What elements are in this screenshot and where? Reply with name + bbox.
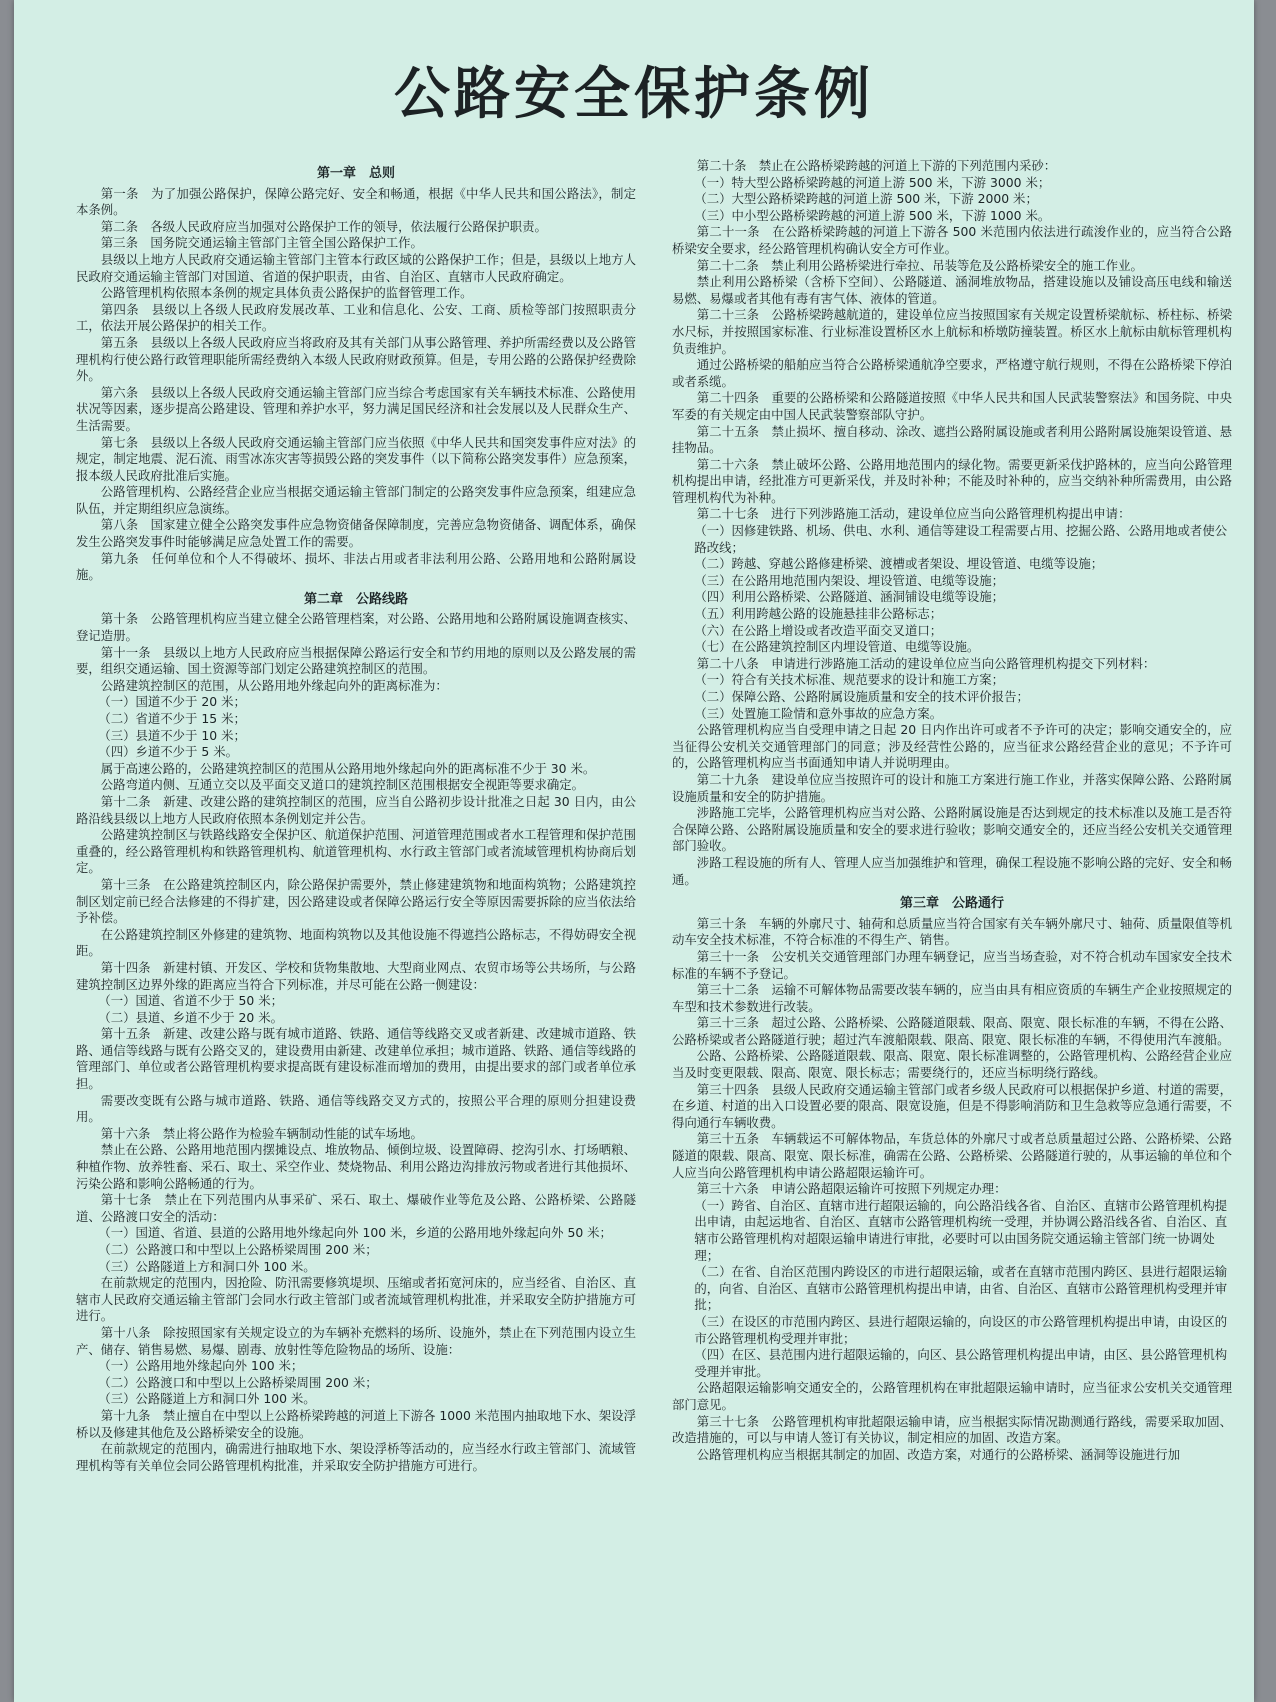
article-paragraph: 第十六条 禁止将公路作为检验车辆制动性能的试车场地。 (100, 1125, 423, 1141)
article-paragraph: 公路超限运输影响交通安全的，公路管理机构在审批超限运输申请时，应当征求公安机关交通管理部门意见。 (672, 1380, 1232, 1412)
document-title: 公路安全保护条例 (394, 61, 874, 127)
article-paragraph: 需要改变既有公路与城市道路、铁路、通信等线路交叉方式的，按照公平合理的原则分担建设费用。 (76, 1092, 636, 1125)
article-paragraph: 第三十二条 运输不可解体物品需要改装车辆的，应当由具有相应资质的车辆生产企业按照规定的车型和技术参数进行改装。 (672, 982, 1232, 1014)
right-text-column (672, 158, 1232, 1688)
article-paragraph: 第十一条 县级以上地方人民政府应当根据保障公路运行安全和节约用地的原则以及公路发展的需要，组织交通运输、国土资源等部门划定公路建筑控制区的范围。 (76, 644, 636, 677)
article-paragraph: 公路管理机构应当根据其制定的加固、改造方案，对通行的公路桥梁、涵洞等设施进行加 (696, 1446, 1181, 1462)
article-paragraph: 第二十一条 在公路桥梁跨越的河道上下游各 500 米范围内依法进行疏浚作业的，应当符合公路桥梁安全要求，经公路管理机构确认安全方可作业。 (672, 224, 1232, 256)
article-paragraph: 第二十五条 禁止损坏、擅自移动、涂改、遮挡公路附属设施或者利用公路附属设施架设管道、悬挂物品。 (672, 423, 1232, 456)
article-paragraph: 第二十三条 公路桥梁跨越航道的，建设单位应当按照国家有关规定设置桥梁航标、桥柱标、桥梁水尺标，并按照国家标准、行业标准设置桥区水上航标和桥墩防撞装置。桥区水上航标由航标管理机构负责维护。 (672, 307, 1232, 356)
article-paragraph: 第十三条 在公路建筑控制区内，除公路保护需要外，禁止修建建筑物和地面构筑物；公路建筑控制区划定前已经合法修建的不得扩建，因公路建设或者保障公路运行安全等原因需要拆除的应当依法给予补偿。 (76, 876, 636, 926)
list-item: （一）特大型公路桥梁跨越的河道上游 500 米，下游 3000 米； (694, 174, 1051, 190)
list-item: （一）因修建铁路、机场、供电、水利、通信等建设工程需要占用、挖掘公路、公路用地或者使公路改线； (694, 523, 1228, 555)
list-item: （二）大型公路桥梁跨越的河道上游 500 米，下游 2000 米； (694, 191, 1038, 207)
article-paragraph: 第二条 各级人民政府应当加强对公路保护工作的领导，依法履行公路保护职责。 (100, 218, 547, 234)
chapter-heading: 第一章 总则 (316, 166, 395, 181)
article-paragraph: 禁止利用公路桥梁（含桥下空间）、公路隧道、涵洞堆放物品，搭建设施以及铺设高压电线和输送易燃、易爆或者其他有毒有害气体、液体的管道。 (672, 274, 1232, 306)
article-paragraph: 公路管理机构、公路经营企业应当根据交通运输主管部门制定的公路突发事件应急预案，组建应急队伍，并定期组织应急演练。 (76, 484, 636, 516)
article-paragraph: 第二十四条 重要的公路桥梁和公路隧道按照《中华人民共和国人民武装警察法》和国务院、中央军委的有关规定由中国人民武装警察部队守护。 (672, 390, 1232, 422)
article-paragraph: 公路弯道内侧、互通立交以及平面交叉道口的建筑控制区范围根据安全视距等要求确定。 (100, 777, 585, 793)
chapter-heading: 第二章 公路线路 (303, 591, 408, 607)
list-item: （三）县道不少于 10 米； (98, 727, 246, 743)
article-paragraph: 通过公路桥梁的船舶应当符合公路桥梁通航净空要求，严格遵守航行规则，不得在公路桥梁下停泊或者系缆。 (672, 357, 1232, 389)
article-paragraph: 第三条 国务院交通运输主管部门主管全国公路保护工作。 (100, 235, 423, 251)
list-item: （二）跨越、穿越公路修建桥梁、渡槽或者架设、埋设管道、电缆等设施； (694, 556, 1104, 572)
list-item: （三）中小型公路桥梁跨越的河道上游 500 米，下游 1000 米。 (694, 207, 1051, 223)
article-paragraph: 在前款规定的范围内，确需进行抽取地下水、架设浮桥等活动的，应当经水行政主管部门、流域管理机构等有关单位会同公路管理机构批准，并采取安全防护措施方可进行。 (76, 1441, 636, 1473)
list-item: （一）符合有关技术标准、规范要求的设计和施工方案； (694, 672, 1005, 688)
article-paragraph: 第六条 县级以上各级人民政府交通运输主管部门应当综合考虑国家有关车辆技术标准、公路使用状况等因素，逐步提高公路建设、管理和养护水平，努力满足国民经济和社会发展以及人民群众生产、生活需要。 (76, 384, 636, 433)
article-paragraph: 第七条 县级以上各级人民政府交通运输主管部门应当依照《中华人民共和国突发事件应对法》的规定，制定地震、泥石流、雨雪冰冻灾害等损毁公路的突发事件（以下简称公路突发事件）应急预案，报本级人民政府批准后实施。 (76, 434, 636, 483)
article-paragraph: 县级以上地方人民政府交通运输主管部门主管本行政区域的公路保护工作；但是，县级以上地方人民政府交通运输主管部门对国道、省道的保护职责，由省、自治区、直辖市人民政府确定。 (76, 251, 636, 284)
article-paragraph: 第十条 公路管理机构应当建立健全公路管理档案，对公路、公路用地和公路附属设施调查核实、登记造册。 (76, 611, 636, 644)
list-item: （三）处置施工险情和意外事故的应急方案。 (694, 705, 943, 721)
article-paragraph: 禁止在公路、公路用地范围内摆摊设点、堆放物品、倾倒垃圾、设置障碍、挖沟引水、打场晒粮、种植作物、放养牲畜、采石、取土、采空作业、焚烧物品、利用公路边沟排放污物或者进行其他损坏、污染公路和影响公路畅通的行为。 (76, 1142, 636, 1191)
article-paragraph: 第三十五条 车辆载运不可解体物品，车货总体的外廓尺寸或者总质量超过公路、公路桥梁、公路隧道的限载、限高、限宽、限长标准，确需在公路、公路桥梁、公路隧道行驶的，从事运输的单位和个人应当向公路管理机构申请公路超限运输许可。 (672, 1131, 1232, 1180)
article-paragraph: 第十八条 除按照国家有关规定设立的为车辆补充燃料的场所、设施外，禁止在下列范围内设立生产、储存、销售易燃、易爆、剧毒、放射性等危险物品的场所、设施： (76, 1324, 636, 1357)
article-paragraph: 第一条 为了加强公路保护，保障公路完好、安全和畅通，根据《中华人民共和国公路法》，制定本条例。 (76, 185, 636, 218)
article-paragraph: 公路、公路桥梁、公路隧道限载、限高、限宽、限长标准调整的，公路管理机构、公路经营企业应当及时变更限载、限高、限宽、限长标志；需要绕行的，还应当标明绕行路线。 (672, 1048, 1232, 1081)
article-paragraph: 第二十条 禁止在公路桥梁跨越的河道上下游的下列范围内采砂： (696, 158, 1057, 173)
list-item: （四）在区、县范围内进行超限运输的，向区、县公路管理机构提出申请，由区、县公路管理机构受理并审批。 (694, 1347, 1228, 1379)
article-paragraph: 在前款规定的范围内，因抢险、防汛需要修筑堤坝、压缩或者拓宽河床的，应当经省、自治区、直辖市人民政府交通运输主管部门会同水行政主管部门或者流域管理机构批准，并采取安全防护措施方可进行。 (76, 1275, 636, 1324)
article-paragraph: 第十五条 新建、改建公路与既有城市道路、铁路、通信等线路交叉或者新建、改建城市道路、铁路、通信等线路与既有公路交叉的，建设费用由新建、改建单位承担；城市道路、铁路、通信等线路的管理部门、单位或者公路管理机构要求提高既有建设标准而增加的费用，由提出要求的部门或者单位承担。 (76, 1026, 636, 1092)
article-paragraph: 第九条 任何单位和个人不得破坏、损坏、非法占用或者非法利用公路、公路用地和公路附属设施。 (76, 550, 636, 583)
article-paragraph: 第四条 县级以上各级人民政府发展改革、工业和信息化、公安、工商、质检等部门按照职责分工，依法开展公路保护的相关工作。 (76, 301, 636, 334)
article-paragraph: 第三十六条 申请公路超限运输许可按照下列规定办理： (696, 1181, 1007, 1197)
article-paragraph: 第十二条 新建、改建公路的建筑控制区的范围，应当自公路初步设计批准之日起 30 日内，由公路沿线县级以上地方人民政府依照本条例划定并公告。 (76, 793, 636, 826)
list-item: （三）公路隧道上方和洞口外 100 米。 (98, 1391, 316, 1407)
article-paragraph: 公路建筑控制区的范围，从公路用地外缘起向外的距离标准为： (100, 677, 448, 693)
list-item: （二）公路渡口和中型以上公路桥梁周围 200 米； (98, 1374, 378, 1390)
list-item: （六）在公路上增设或者改造平面交叉道口； (694, 622, 943, 638)
list-item: （三）在公路用地范围内架设、埋设管道、电缆等设施； (694, 572, 1005, 588)
list-item: （一）国道不少于 20 米； (98, 694, 246, 710)
list-item: （五）利用跨越公路的设施悬挂非公路标志； (694, 606, 943, 622)
list-item: （二）县道、乡道不少于 20 米。 (98, 1009, 284, 1025)
list-item: （四）乡道不少于 5 米。 (98, 744, 238, 760)
article-paragraph: 公路管理机构依照本条例的规定具体负责公路保护的监督管理工作。 (100, 285, 473, 301)
article-paragraph: 第二十八条 申请进行涉路施工活动的建设单位应当向公路管理机构提交下列材料： (696, 655, 1156, 671)
list-item: （三）公路隧道上方和洞口外 100 米。 (98, 1258, 316, 1274)
article-paragraph: 第三十四条 县级人民政府交通运输主管部门或者乡级人民政府可以根据保护乡道、村道的需要，在乡道、村道的出入口设置必要的限高、限宽设施，但是不得影响消防和卫生急救等应急通行需要，不得向通行车辆收费。 (672, 1081, 1232, 1130)
article-paragraph: 第二十二条 禁止利用公路桥梁进行牵拉、吊装等危及公路桥梁安全的施工作业。 (696, 257, 1143, 273)
article-paragraph: 涉路施工完毕，公路管理机构应当对公路、公路附属设施是否达到规定的技术标准以及施工是否符合保障公路、公路附属设施质量和安全的要求进行验收；影响交通安全的，还应当经公安机关交通管理部门验收。 (672, 805, 1232, 854)
list-item: （三）在设区的市范围内跨区、县进行超限运输的，向设区的市公路管理机构提出申请，由设区的市公路管理机构受理并审批； (694, 1313, 1228, 1346)
list-item: （二）省道不少于 15 米； (98, 711, 246, 726)
article-paragraph: 第十四条 新建村镇、开发区、学校和货物集散地、大型商业网点、农贸市场等公共场所，与公路建筑控制区边界外缘的距离应当符合下列标准，并尽可能在公路一侧建设： (76, 959, 636, 992)
article-paragraph: 在公路建筑控制区外修建的建筑物、地面构筑物以及其他设施不得遮挡公路标志，不得妨碍安全视距。 (76, 926, 636, 959)
article-paragraph: 属于高速公路的，公路建筑控制区的范围从公路用地外缘起向外的距离标准不少于 30 米。 (100, 760, 596, 776)
article-paragraph: 第三十条 车辆的外廓尺寸、轴荷和总质量应当符合国家有关车辆外廓尺寸、轴荷、质量限值等机动车安全技术标准，不符合标准的不得生产、销售。 (672, 915, 1232, 948)
article-paragraph: 第三十七条 公路管理机构审批超限运输申请，应当根据实际情况勘测通行路线，需要采取加固、改造措施的，可以与申请人签订有关协议，制定相应的加固、改造方案。 (672, 1413, 1232, 1446)
list-item: （四）利用公路桥梁、公路隧道、涵洞铺设电缆等设施； (694, 589, 1005, 605)
chapter-heading: 第三章 公路通行 (899, 896, 1004, 912)
list-item: （七）在公路建筑控制区内埋设管道、电缆等设施。 (694, 639, 980, 655)
list-item: （一）公路用地外缘起向外 100 米； (98, 1358, 304, 1374)
list-item: （二）保障公路、公路附属设施质量和安全的技术评价报告； (694, 689, 1029, 704)
article-paragraph: 第二十七条 进行下列涉路施工活动，建设单位应当向公路管理机构提出申请： (696, 506, 1131, 522)
article-paragraph: 第十九条 禁止擅自在中型以上公路桥梁跨越的河道上下游各 1000 米范围内抽取地下水、架设浮桥以及修建其他危及公路桥梁安全的设施。 (76, 1407, 636, 1440)
list-item: （二）在省、自治区范围内跨设区的市进行超限运输，或者在直辖市范围内跨区、县进行超限运输的，向省、自治区、直辖市公路管理机构提出申请，由省、自治区、直辖市公路管理机构受理并审批； (694, 1264, 1228, 1313)
article-paragraph: 第五条 县级以上各级人民政府应当将政府及其有关部门从事公路管理、养护所需经费以及公路管理机构行使公路行政管理职能所需经费纳入本级人民政府财政预算。但是，专用公路的公路保护经费除外。 (76, 334, 636, 384)
left-text-column (76, 158, 636, 1688)
article-paragraph: 第二十六条 禁止破坏公路、公路用地范围内的绿化物。需要更新采伐护路林的，应当向公路管理机构提出申请，经批准方可更新采伐，并及时补种；不能及时补种的，应当交纳补种所需费用，由公路管理机构代为补种。 (672, 456, 1232, 505)
list-item: （一）国道、省道、县道的公路用地外缘起向外 100 米，乡道的公路用地外缘起向外 50 米； (98, 1225, 612, 1241)
article-paragraph: 公路建筑控制区与铁路线路安全保护区、航道保护范围、河道管理范围或者水工程管理和保护范围重叠的，经公路管理机构和铁路管理机构、航道管理机构、水行政主管部门或者流域管理机构协商后划定。 (76, 827, 636, 876)
article-paragraph: 第十七条 禁止在下列范围内从事采矿、采石、取土、爆破作业等危及公路、公路桥梁、公路隧道、公路渡口安全的活动： (76, 1192, 636, 1224)
article-paragraph: 第三十三条 超过公路、公路桥梁、公路隧道限载、限高、限宽、限长标准的车辆，不得在公路、公路桥梁或者公路隧道行驶；超过汽车渡船限载、限高、限宽、限长标准的车辆，不得使用汽车渡船。 (672, 1015, 1232, 1047)
article-paragraph: 第八条 国家建立健全公路突发事件应急物资储备保障制度，完善应急物资储备、调配体系，确保发生公路突发事件时能够满足应急处置工作的需要。 (76, 517, 636, 550)
list-item: （二）公路渡口和中型以上公路桥梁周围 200 米； (98, 1242, 378, 1257)
list-item: （一）国道、省道不少于 50 米； (98, 993, 284, 1009)
list-item: （一）跨省、自治区、直辖市进行超限运输的，向公路沿线各省、自治区、直辖市公路管理机构提出申请，由起运地省、自治区、直辖市公路管理机构统一受理，并协调公路沿线各省、自治区、直辖市公路管理机构对超限运输申请进行审批，必要时可以由国务院交通运输主管部门统一协调处理； (694, 1197, 1228, 1263)
article-paragraph: 第三十一条 公安机关交通管理部门办理车辆登记，应当当场查验，对不符合机动车国家安全技术标准的车辆不予登记。 (672, 948, 1232, 981)
article-paragraph: 涉路工程设施的所有人、管理人应当加强维护和管理，确保工程设施不影响公路的完好、安全和畅通。 (672, 854, 1232, 887)
document-sheet (14, 0, 1254, 1702)
article-paragraph: 第二十九条 建设单位应当按照许可的设计和施工方案进行施工作业，并落实保障公路、公路附属设施质量和安全的防护措施。 (672, 771, 1232, 804)
article-paragraph: 公路管理机构应当自受理申请之日起 20 日内作出许可或者不予许可的决定；影响交通安全的，应当征得公安机关交通管理部门的同意；涉及经营性公路的，应当征求公路经营企业的意见；不予许可的，公路管理机构应当书面通知申请人并说明理由。 (672, 722, 1232, 771)
